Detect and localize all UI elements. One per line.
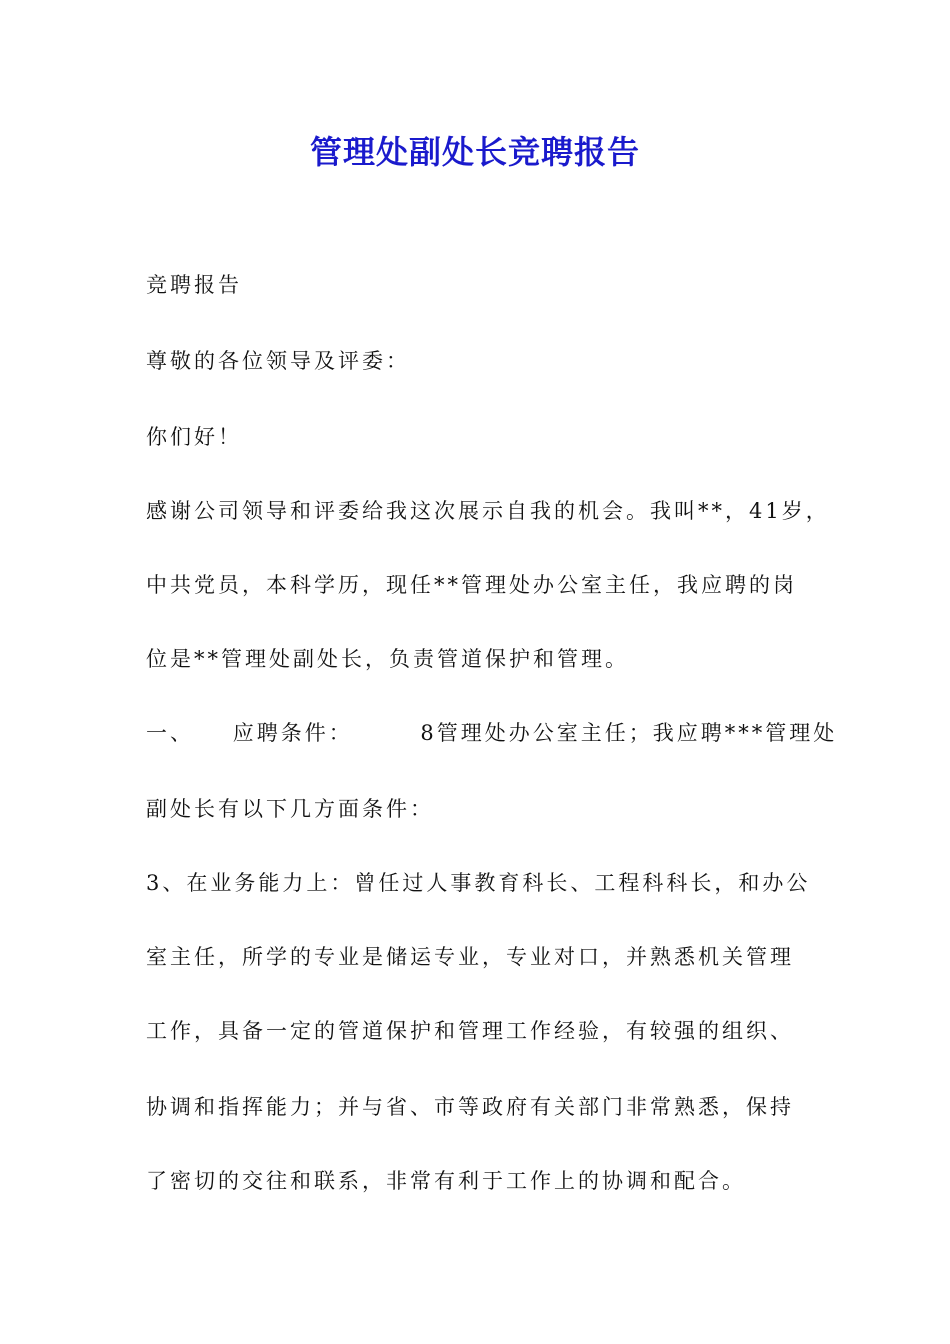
body-line-salutation: 尊敬的各位领导及评委：: [146, 349, 410, 373]
body-line: 副处长有以下几方面条件：: [146, 797, 434, 821]
body-line-item-three: 3、在业务能力上：曾任过人事教育科长、工程科科长，和办公: [146, 871, 811, 895]
body-line: 工作，具备一定的管道保护和管理工作经验，有较强的组织、: [146, 1019, 794, 1043]
body-line: 协调和指挥能力；并与省、市等政府有关部门非常熟悉，保持: [146, 1095, 794, 1119]
body-line: 感谢公司领导和评委给我这次展示自我的机会。我叫**，41岁，: [146, 499, 830, 523]
document-title: 管理处副处长竞聘报告: [309, 133, 640, 171]
body-line: 位是**管理处副处长，负责管道保护和管理。: [146, 647, 629, 671]
body-line: 了密切的交往和联系，非常有利于工作上的协调和配合。: [146, 1169, 746, 1193]
body-line: 中共党员，本科学历，现任**管理处办公室主任，我应聘的岗: [146, 573, 797, 597]
body-line-greeting: 你们好！: [146, 425, 242, 449]
body-line-section-one: 一、 应聘条件： 8管理处办公室主任；我应聘***管理处: [146, 721, 838, 745]
body-line: 室主任，所学的专业是储运专业，专业对口，并熟悉机关管理: [146, 945, 794, 969]
body-line-heading: 竞聘报告: [146, 273, 242, 297]
